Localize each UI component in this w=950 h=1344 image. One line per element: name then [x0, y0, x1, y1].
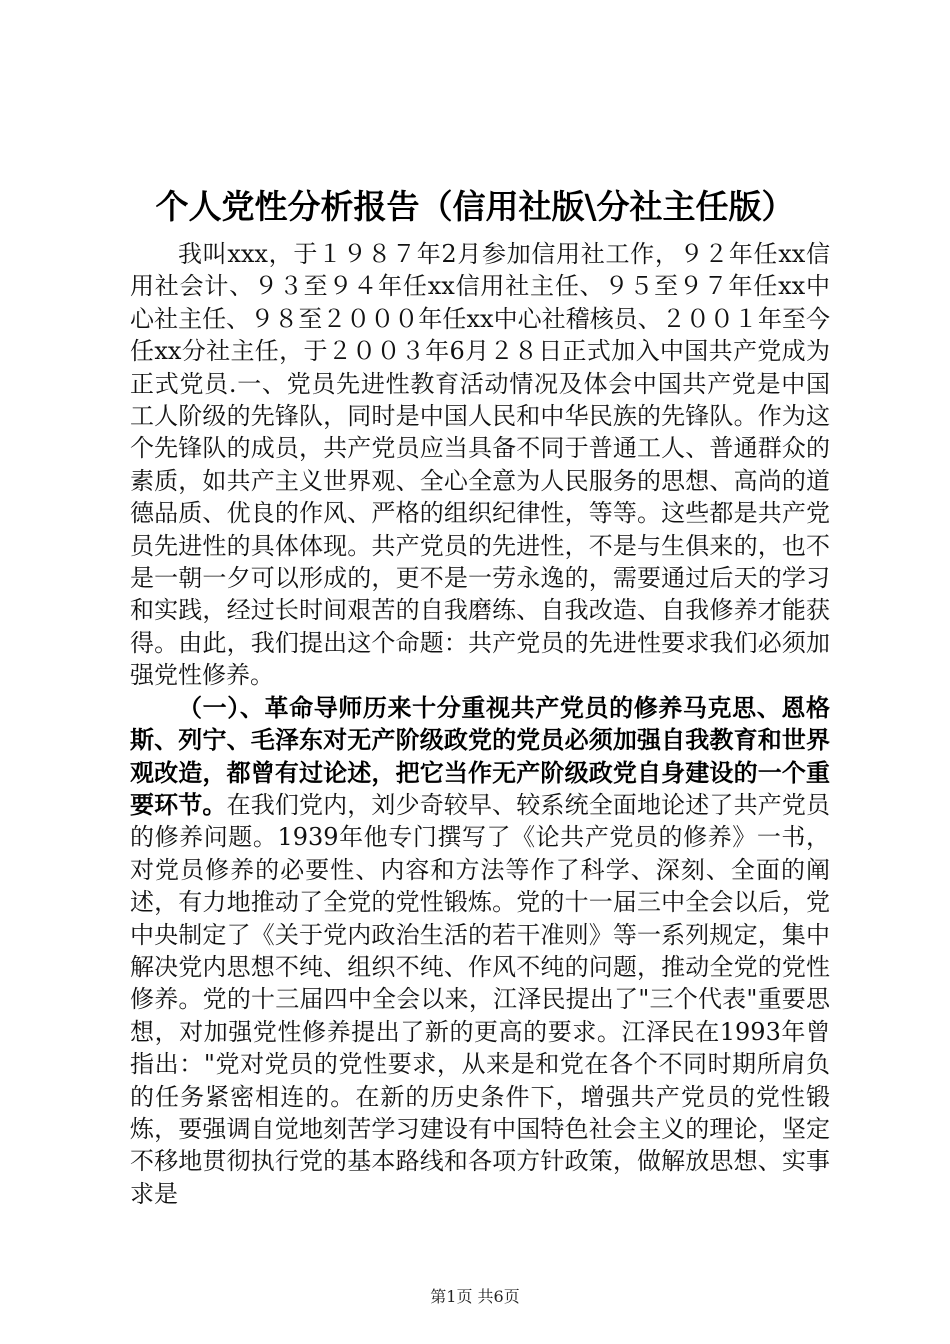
section-1-heading: （一）、革命导师历来十分重视共产党员的修养马克思、恩格斯、列宁、毛泽东对无产阶级政党的党员必须加强自我教育和世界观改造，都曾有过论述，把它当作无产阶级政党自身建设的一个重要环节。	[130, 693, 830, 819]
page-footer: 第1页 共6页	[430, 1287, 520, 1306]
paragraph-intro: 我叫xxx，于１９８７年2月参加信用社工作，９２年任xx信用社会计、９３至９４年任xx信用社主任、９５至９７年任xx中心社主任、９８至２０００年任xx中心社稽核员、２００１年至今任xx分社主任，于２００３年6月２８日正式加入中国共产党成为正式党员.一、党员先进性教育活动情况及体会中国共产党是中国工人阶级的先锋队，同时是中国人民和中华民族的先锋队。作为这个先锋队的成员，共产党员应当具备不同于普通工人、普通群众的素质，如共产主义世界观、全心全意为人民服务的思想、高尚的道德品质、优良的作风、严格的组织纪律性，等等。这些都是共产党员先进性的具体体现。共产党员的先进性，不是与生俱来的，也不是一朝一夕可以形成的，更不是一劳永逸的，需要通过后天的学习和实践，经过长时间艰苦的自我磨练、自我改造、自我修养才能获得。由此，我们提出这个命题：共产党员的先进性要求我们必须加强党性修养。	[130, 240, 830, 690]
document-title: 个人党性分析报告（信用社版\分社主任版）	[155, 187, 795, 226]
section-1-body: 在我们党内，刘少奇较早、较系统全面地论述了共产党员的修养问题。1939年他专门撰写了《论共产党员的修养》一书，对党员修养的必要性、内容和方法等作了科学、深刻、全面的阐述，有力地推动了全党的党性锻炼。党的十一届三中全会以后，党中央制定了《关于党内政治生活的若干准则》等一系列规定，集中解决党内思想不纯、组织不纯、作风不纯的问题，推动全党的党性修养。党的十三届四中全会以来，江泽民提出了"三个代表"重要思想，对加强党性修养提出了新的更高的要求。江泽民在1993年曾指出："党对党员的党性要求，从来是和党在各个不同时期所肩负的任务紧密相连的。在新的历史条件下，增强共产党员的党性锻炼，要强调自觉地刻苦学习建设有中国特色社会主义的理论，坚定不移地贯彻执行党的基本路线和各项方针政策，做解放思想、实事求是	[130, 790, 831, 1208]
paragraph-section-1	[130, 692, 830, 1211]
document-body	[130, 238, 830, 1210]
